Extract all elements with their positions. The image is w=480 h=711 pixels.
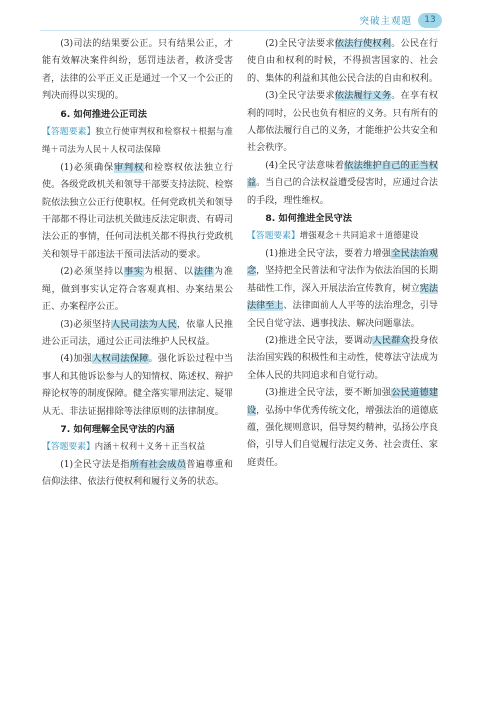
header-divider	[40, 30, 440, 31]
highlight: 全民法治观念	[247, 248, 438, 277]
answer-key-tag: 【答题要素】	[42, 442, 95, 453]
highlight: 宪法法律至上	[247, 283, 438, 312]
page-header	[359, 12, 442, 28]
answer-key-points	[42, 123, 233, 160]
question-heading: 8. 如何推进全民守法	[265, 213, 352, 225]
highlight: 公民道德建设	[247, 388, 438, 416]
paragraph: (4)加强人权司法保障。强化诉讼过程中当事人和其他诉讼参与人的知情权、陈述权、辩护辩论权等的制度保障。健全落实罪刑法定、疑罪从无、非法证据排除等法律原则的法律制度。	[42, 354, 233, 417]
paragraph: (1)全民守法是指所有社会成员普遍尊重和信仰法律、依法行使权利和履行义务的状态。	[42, 459, 233, 488]
right-column	[247, 36, 438, 472]
answer-key-tag: 【答题要素】	[42, 127, 96, 138]
left-column	[42, 36, 233, 492]
section-title: 突破主观题	[359, 16, 412, 27]
paragraph: (2)必须坚持以事实为根据、以法律为准绳，做到事实认定符合客观真相、办案结果公正、办案程序公正。	[42, 267, 233, 313]
paragraph: (3)全民守法要求依法履行义务。在享有权利的同时，公民也负有相应的义务。只有所有的人都依法履行自己的义务，才能维护公共安全和社会秩序。	[247, 91, 438, 154]
answer-key-text: 独立行使审判权和检察权＋根据与准绳＋司法为人民＋人权司法保障	[42, 126, 233, 155]
paragraph: (3)推进全民守法，要不断加强公民道德建设，弘扬中华优秀传统文化，增强法治的道德底蕴，强化规则意识，倡导契约精神，弘扬公序良俗，引导人们自觉履行法定义务、社会责任、家庭责任。	[247, 388, 438, 468]
answer-key-text: 内涵＋权利＋义务＋正当权益	[94, 441, 206, 452]
highlight: 人权司法保障	[92, 354, 149, 365]
paragraph: (2)全民守法要求依法行使权利。公民在行使自由和权利的时候，不得损害国家的、社会的、集体的利益和其他公民合法的自由和权利。	[247, 39, 438, 84]
highlight: 审判权	[113, 162, 144, 173]
answer-key-points	[247, 227, 438, 245]
question-heading: 7. 如何理解全民守法的内涵	[60, 423, 175, 435]
answer-key-text: 增强观念＋共同追求＋道德建设	[299, 230, 419, 241]
highlight: 法律	[193, 267, 214, 278]
paragraph: (3)司法的结果要公正。只有结果公正，才能有效解决案件纠纷，惩罚违法者，救济受害者，法律的公平正义正是通过一个又一个公正的判决而得以实现的。	[42, 39, 233, 102]
highlight: 依法履行义务	[334, 91, 392, 102]
highlight: 所有社会成员	[129, 459, 187, 470]
page-number-badge: 13	[418, 13, 442, 28]
highlight: 事实	[123, 267, 144, 278]
answer-key-tag: 【答题要素】	[247, 231, 300, 242]
highlight: 人民司法为人民	[111, 319, 177, 330]
highlight: 依法行使权利	[334, 39, 392, 49]
answer-key-points	[42, 438, 233, 456]
highlight: 人民群众	[372, 335, 411, 346]
paragraph: (4)全民守法意味着依法维护自己的正当权益。当自己的合法权益遭受侵害时，应通过合法的手段，理性维权。	[247, 160, 438, 206]
paragraph: (3)必须坚持人民司法为人民，依靠人民推进公正司法，通过公正司法维护人民权益。	[42, 319, 233, 347]
question-heading: 6. 如何推进公正司法	[60, 108, 147, 120]
paragraph: (1)推进全民守法，要着力增强全民法治观念，坚持把全民普法和守法作为依法治国的长期基础性工作，深入开展法治宣传教育，树立宪法法律至上、法律面前人人平等的法治理念，引导全民自觉守法、遇事找法、解决问题靠法。	[247, 248, 438, 329]
highlight: 依法维护自己的正当权益	[247, 160, 438, 189]
paragraph: (1)必须确保审判权和检察权依法独立行使。各级党政机关和领导干部要支持法院、检察院依法独立公正行使职权。任何党政机关和领导干部都不得让司法机关做违反法定职责、有碍司法公正的事情，任何司法机关都不得执行党政机关和领导干部违法干预司法活动的要求。	[42, 162, 233, 260]
paragraph: (2)推进全民守法，要调动人民群众投身依法治国实践的积极性和主动性，使尊法守法成为全体人民的共同追求和自觉行动。	[247, 335, 438, 381]
